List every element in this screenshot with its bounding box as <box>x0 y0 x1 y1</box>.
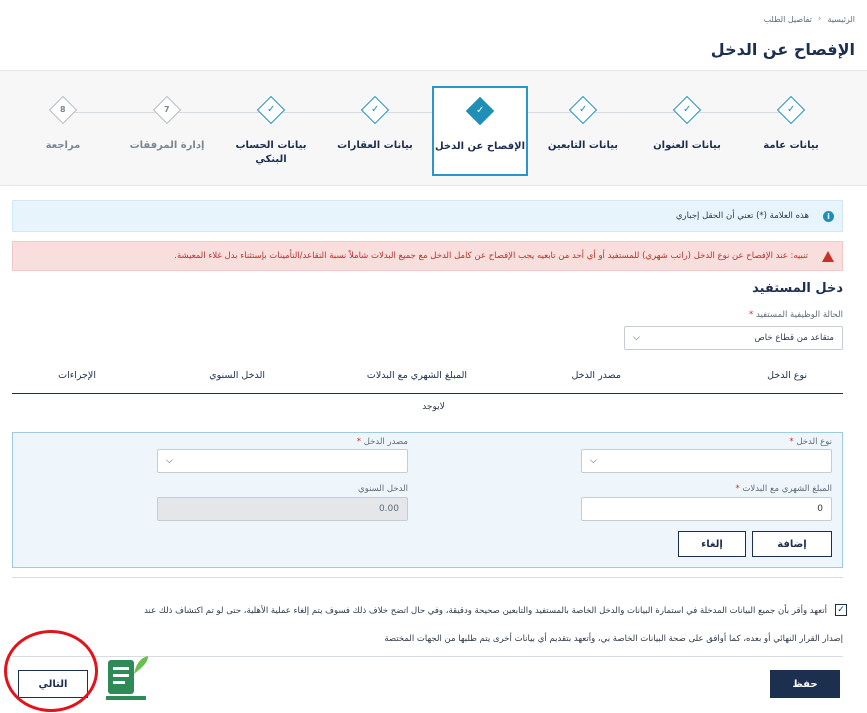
monthly-amount-label: المبلغ الشهري مع البدلات * <box>735 484 832 494</box>
breadcrumb-home[interactable]: الرئيسية <box>827 14 855 24</box>
monthly-amount-input[interactable]: 0 <box>581 497 832 521</box>
employment-status-select[interactable] <box>624 326 843 350</box>
warning-alert-text: تنبيه: عند الإفصاح عن نوع الدخل (راتب شهري) للمستفيد أو أي أحد من تابعيه يجب الإفصاح عن كامل الدخل مع جميع البدلات شاملاً نسبة التقاعد/التأمينات بإستثناء بدل غلاء المعيشة. <box>174 251 808 261</box>
step-number-icon: 7 <box>153 96 181 124</box>
income-source-select[interactable] <box>157 449 408 473</box>
add-income-panel <box>12 432 843 568</box>
stepper <box>0 70 867 186</box>
step-bank-account[interactable] <box>223 87 319 175</box>
info-alert <box>12 200 843 232</box>
step-attachments[interactable] <box>119 87 215 175</box>
income-type-label: نوع الدخل * <box>789 437 832 447</box>
chevron-down-icon: ⌵ <box>590 456 597 466</box>
step-general[interactable] <box>743 87 839 175</box>
breadcrumb-separator: ‹ <box>817 14 822 24</box>
chevron-down-icon: ⌵ <box>633 333 640 343</box>
chevron-down-icon: ⌵ <box>166 456 173 466</box>
step-label: بيانات الحساب البنكي <box>235 140 307 165</box>
step-label: بيانات عامة <box>763 140 819 151</box>
section-title: دخل المستفيد <box>752 281 843 296</box>
save-button[interactable]: حفظ <box>770 670 840 698</box>
income-table-header <box>12 364 843 394</box>
warning-icon <box>822 251 834 262</box>
employment-status-value: متقاعد من قطاع خاص <box>754 333 834 343</box>
step-dependents[interactable] <box>535 87 631 175</box>
column-actions: الإجراءات <box>58 370 96 381</box>
income-type-select[interactable] <box>581 449 832 473</box>
add-button[interactable]: إضافة <box>752 531 832 557</box>
column-income-source: مصدر الدخل <box>571 370 621 381</box>
step-label: إدارة المرفقات <box>129 140 205 151</box>
divider <box>12 577 843 578</box>
declaration-line-1: أتعهد وأقر بأن جميع البيانات المدخلة في استمارة البيانات والدخل الخاصة بالمستفيد والتابعين صحيحة ودقيقة، وفي حال اتضح خلاف ذلك فسوف يتم إلغاء عملية الأهلية، حتى لو تم اكتشاف ذلك عند <box>144 606 827 616</box>
empty-table-text: لايوجد <box>422 402 445 412</box>
warning-alert <box>12 241 843 271</box>
info-alert-text: هذه العلامة (*) تعني أن الحقل إجباري <box>675 211 809 221</box>
info-icon: i <box>823 211 834 222</box>
check-icon: ✓ <box>569 96 597 124</box>
column-monthly-amount: المبلغ الشهري مع البدلات <box>366 370 467 381</box>
column-income-type: نوع الدخل <box>767 370 807 381</box>
step-label: الإفصاح عن الدخل <box>434 141 526 152</box>
column-annual-income: الدخل السنوي <box>209 370 265 381</box>
step-income-disclosure[interactable] <box>432 86 528 176</box>
step-properties[interactable] <box>327 87 423 175</box>
check-icon: ✓ <box>777 96 805 124</box>
page-title: الإفصاح عن الدخل <box>710 40 855 59</box>
step-number-icon: 8 <box>49 96 77 124</box>
check-icon: ✓ <box>673 96 701 124</box>
check-icon: ✓ <box>361 96 389 124</box>
declaration-line-2: إصدار القرار النهائي أو بعده، كما أوافق على صحة البيانات الخاصة بي، وأتعهد بتقديم أي بيانات أخرى يتم طلبها من الجهات المختصة <box>384 634 843 644</box>
step-label: بيانات العقارات <box>337 140 413 151</box>
employment-status-label: الحالة الوظيفية المستفيد * <box>749 310 843 320</box>
declaration-text <box>23 597 843 653</box>
check-icon: ✓ <box>257 96 285 124</box>
step-label: مراجعة <box>45 140 81 151</box>
check-icon: ✓ <box>466 97 494 125</box>
step-review[interactable] <box>15 87 111 175</box>
annual-income-label: الدخل السنوي <box>358 484 408 494</box>
annual-income-input: 0.00 <box>157 497 408 521</box>
breadcrumb-current: تفاصيل الطلب <box>763 14 812 24</box>
step-label: بيانات التابعين <box>547 140 619 151</box>
step-address[interactable] <box>639 87 735 175</box>
income-source-label: مصدر الدخل * <box>356 437 408 447</box>
breadcrumb <box>764 14 855 24</box>
highlight-circle <box>4 630 98 712</box>
cancel-button[interactable]: إلغاء <box>678 531 746 557</box>
document-logo-icon <box>104 652 150 704</box>
step-label: بيانات العنوان <box>653 140 721 151</box>
check-icon: ✓ <box>837 605 845 615</box>
next-button[interactable]: التالي <box>18 670 88 698</box>
